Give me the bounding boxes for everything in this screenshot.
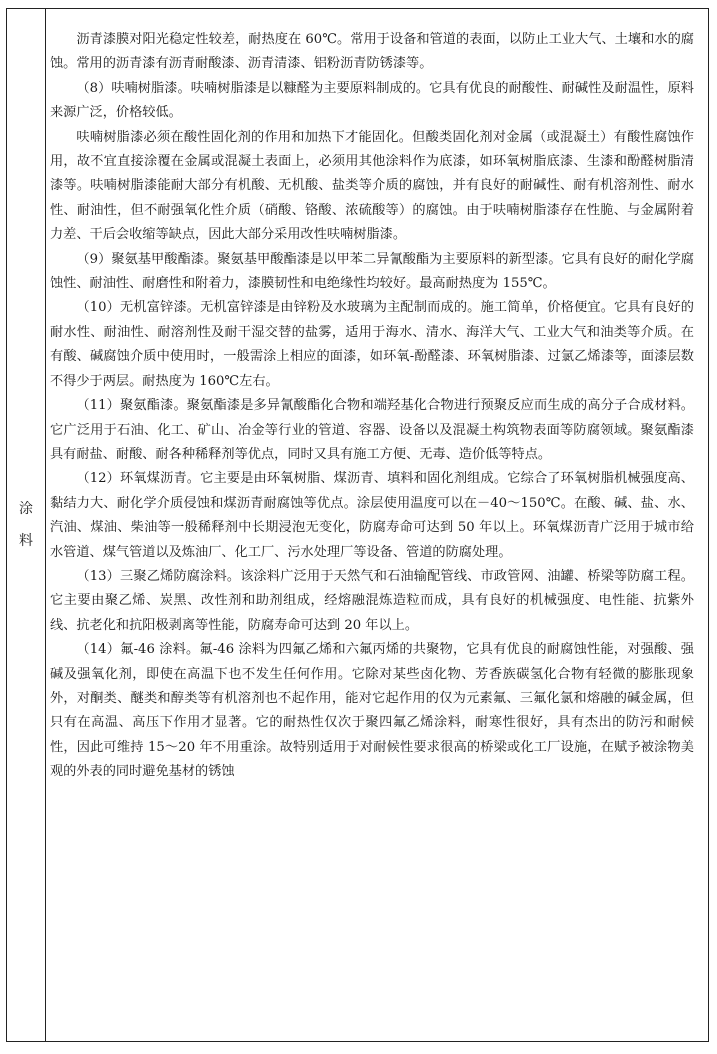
paragraph-three-layer-pe: （13）三聚乙烯防腐涂料。该涂料广泛用于天然气和石油输配管线、市政管网、油罐、桥梁等防腐工程。它主要由聚乙烯、炭黑、改性剂和助剂组成，经熔融混炼造粒而成，具有良好的机械强度、电性能、抗紫外线、抗老化和抗阳极剥离等性能，防腐寿命可达到 20 年以上。 bbox=[50, 568, 694, 633]
content-cell bbox=[50, 28, 694, 785]
category-label-char-1: 涂 bbox=[19, 501, 33, 517]
paragraph-fluoro-46: （14）氟-46 涂料。氟-46 涂料为四氟乙烯和六氟丙烯的共聚物，它具有优良的耐腐蚀性能，对强酸、强碱及强氧化剂，即使在高温下也不发生任何作用。它除对某些卤化物、芳香族碳氢化合物有轻微的膨胀现象外，对酮类、醚类和醇类等有机溶剂也不起作用，能对它起作用的仅为元素氟、三氟化氯和熔融的碱金属，但只有在高温、高压下作用才显著。它的耐热性仅次于聚四氟乙烯涂料，耐寒性很好，具有杰出的防污和耐候性，因此可维持 15～20 年不用重涂。故特别适用于对耐候性要求很高的桥梁或化工厂设施，在赋予被涂物美观的外表的同时避免基材的锈蚀 bbox=[50, 642, 694, 780]
paragraph-inorganic-zinc: （10）无机富锌漆。无机富锌漆是由锌粉及水玻璃为主配制而成的。施工简单，价格便宜。它具有良好的耐水性、耐油性、耐溶剂性及耐干湿交替的盐雾，适用于海水、清水、海洋大气、工业大气和油类等介质。在有酸、碱腐蚀介质中使用时，一般需涂上相应的面漆，如环氧-酚醛漆、环氧树脂漆、过氯乙烯漆等，面漆层数不得少于两层。耐热度为 160℃左右。 bbox=[50, 300, 694, 389]
paragraph-furan-resin-intro: （8）呋喃树脂漆。呋喃树脂漆是以糠醛为主要原料制成的。它具有优良的耐酸性、耐碱性及耐温性，原料来源广泛，价格较低。 bbox=[50, 80, 694, 121]
column-divider bbox=[45, 9, 46, 1041]
paragraph-asphalt-paint: 沥青漆膜对阳光稳定性较差，耐热度在 60℃。常用于设备和管道的表面，以防止工业大气、土壤和水的腐蚀。常用的沥青漆有沥青耐酸漆、沥青清漆、铝粉沥青防锈漆等。 bbox=[50, 32, 694, 72]
paragraph-polyurethane: （11）聚氨酯漆。聚氨酯漆是多异氰酸酯化合物和端羟基化合物进行预聚反应而生成的高分子合成材料。它广泛用于石油、化工、矿山、冶金等行业的管道、容器、设备以及混凝土构筑物表面等防腐领域。聚氨酯漆具有耐盐、耐酸、耐各种稀释剂等优点，同时又具有施工方便、无毒、造价低等特点。 bbox=[50, 398, 694, 462]
paragraph-polyurethane-ester: （9）聚氨基甲酸酯漆。聚氨基甲酸酯漆是以甲苯二异氰酸酯为主要原料的新型漆。它具有良好的耐化学腐蚀性、耐油性、耐磨性和附着力，漆膜韧性和电绝缘性均较好。最高耐热度为 155℃。 bbox=[50, 251, 694, 292]
paragraph-furan-resin-detail: 呋喃树脂漆必须在酸性固化剂的作用和加热下才能固化。但酸类固化剂对金属（或混凝土）有酸性腐蚀作用，故不宜直接涂覆在金属或混凝土表面上，必须用其他涂料作为底漆，如环氧树脂底漆、生漆和酚醛树脂清漆等。呋喃树脂漆能耐大部分有机酸、无机酸、盐类等介质的腐蚀，并有良好的耐碱性、耐有机溶剂性、耐水性、耐油性，但不耐强氧化性介质（硝酸、铬酸、浓硫酸等）的腐蚀。由于呋喃树脂漆存在性脆、与金属附着力差、干后会收缩等缺点，因此大部分采用改性呋喃树脂漆。 bbox=[50, 129, 694, 243]
paragraph-epoxy-coal-tar: （12）环氧煤沥青。它主要是由环氧树脂、煤沥青、填料和固化剂组成。它综合了环氧树脂机械强度高、黏结力大、耐化学介质侵蚀和煤沥青耐腐蚀等优点。涂层使用温度可以在－40～150℃。在酸、碱、盐、水、汽油、煤油、柴油等一般稀释剂中长期浸泡无变化，防腐寿命可达到 50 年以上。环氧煤沥青广泛用于城市给水管道、煤气管道以及炼油厂、化工厂、污水处理厂等设备、管道的防腐处理。 bbox=[50, 471, 694, 560]
category-label-char-2: 料 bbox=[19, 533, 33, 549]
category-cell bbox=[7, 9, 45, 1041]
